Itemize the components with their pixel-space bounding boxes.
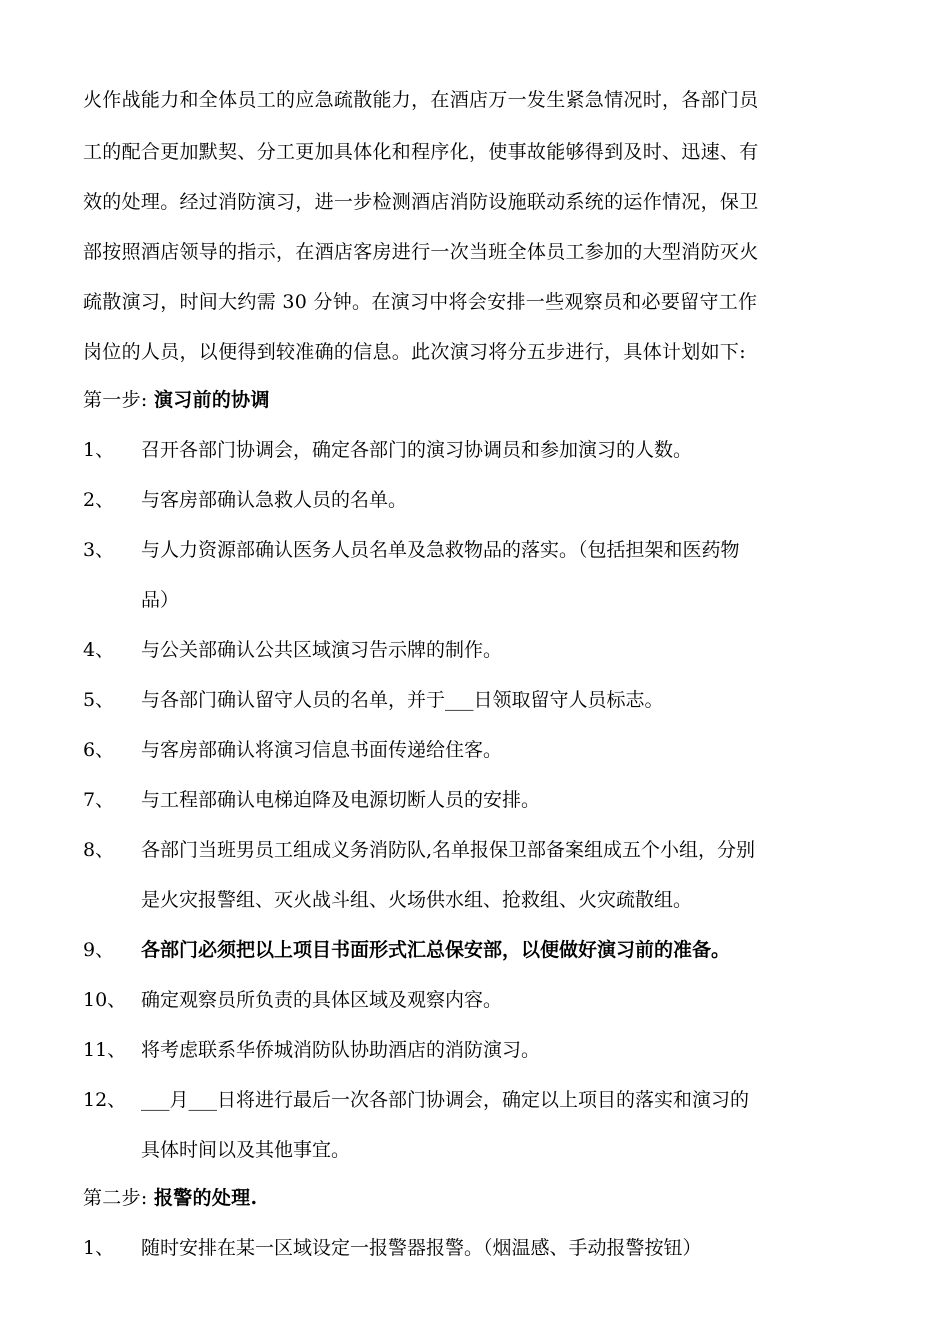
item-text: 随时安排在某一区域设定一报警器报警。（烟温感、手动报警按钮） xyxy=(141,1237,702,1259)
item-number: 9、 xyxy=(83,939,115,961)
item-text: 与客房部确认将演习信息书面传递给住客。 xyxy=(141,739,503,761)
item-number: 6、 xyxy=(83,739,115,761)
step1-title: 演习前的协调 xyxy=(153,389,270,411)
item-text-continued: 品） xyxy=(141,589,180,611)
item-number: 5、 xyxy=(83,689,115,711)
item-text: 与工程部确认电梯迫降及电源切断人员的安排。 xyxy=(141,789,541,811)
item-number: 8、 xyxy=(83,839,115,861)
intro-line: 工的配合更加默契、分工更加具体化和程序化，使事故能够得到及时、迅速、有 xyxy=(83,141,759,163)
item-text: 各部门当班男员工组成义务消防队,名单报保卫部备案组成五个小组，分别 xyxy=(141,839,756,861)
item-text-continued: 具体时间以及其他事宜。 xyxy=(141,1139,351,1161)
item-number: 7、 xyxy=(83,789,115,811)
item-text: 召开各部门协调会，确定各部门的演习协调员和参加演习的人数。 xyxy=(141,439,693,461)
item-number: 10、 xyxy=(83,989,127,1011)
item-number: 3、 xyxy=(83,539,115,561)
item-number: 1、 xyxy=(83,1237,115,1259)
item-number: 2、 xyxy=(83,489,115,511)
item-text: 与公关部确认公共区域演习告示牌的制作。 xyxy=(141,639,503,661)
item-text-bold: 各部门必须把以上项目书面形式汇总保安部，以便做好演习前的准备。 xyxy=(141,939,731,961)
intro-line: 疏散演习，时间大约需 30 分钟。在演习中将会安排一些观察员和必要留守工作 xyxy=(83,291,758,313)
item-number: 12、 xyxy=(83,1089,127,1111)
intro-line: 效的处理。经过消防演习，进一步检测酒店消防设施联动系统的运作情况，保卫 xyxy=(83,191,759,213)
item-text-continued: 是火灾报警组、灭火战斗组、火场供水组、抢救组、火灾疏散组。 xyxy=(141,889,693,911)
item-text: 与各部门确认留守人员的名单，并于___日领取留守人员标志。 xyxy=(141,689,664,711)
step1-heading xyxy=(83,385,873,415)
intro-line: 火作战能力和全体员工的应急疏散能力，在酒店万一发生紧急情况时，各部门员 xyxy=(83,89,759,111)
step2-prefix: 第二步: xyxy=(83,1187,148,1209)
item-text: 与客房部确认急救人员的名单。 xyxy=(141,489,408,511)
intro-line: 部按照酒店领导的指示，在酒店客房进行一次当班全体员工参加的大型消防灭火 xyxy=(83,241,759,263)
item-text: 与人力资源部确认医务人员名单及急救物品的落实。（包括担架和医药物 xyxy=(141,539,740,561)
item-number: 1、 xyxy=(83,439,115,461)
item-text: 确定观察员所负责的具体区域及观察内容。 xyxy=(141,989,503,1011)
item-text: 将考虑联系华侨城消防队协助酒店的消防演习。 xyxy=(141,1039,541,1061)
step2-heading xyxy=(83,1183,873,1213)
item-number: 4、 xyxy=(83,639,115,661)
item-number: 11、 xyxy=(83,1039,127,1061)
step1-prefix: 第一步: xyxy=(83,389,148,411)
intro-line: 岗位的人员，以便得到较准确的信息。此次演习将分五步进行，具体计划如下: xyxy=(83,341,746,363)
item-text: ___月___日将进行最后一次各部门协调会，确定以上项目的落实和演习的 xyxy=(141,1089,750,1111)
step2-title: 报警的处理. xyxy=(153,1187,258,1209)
